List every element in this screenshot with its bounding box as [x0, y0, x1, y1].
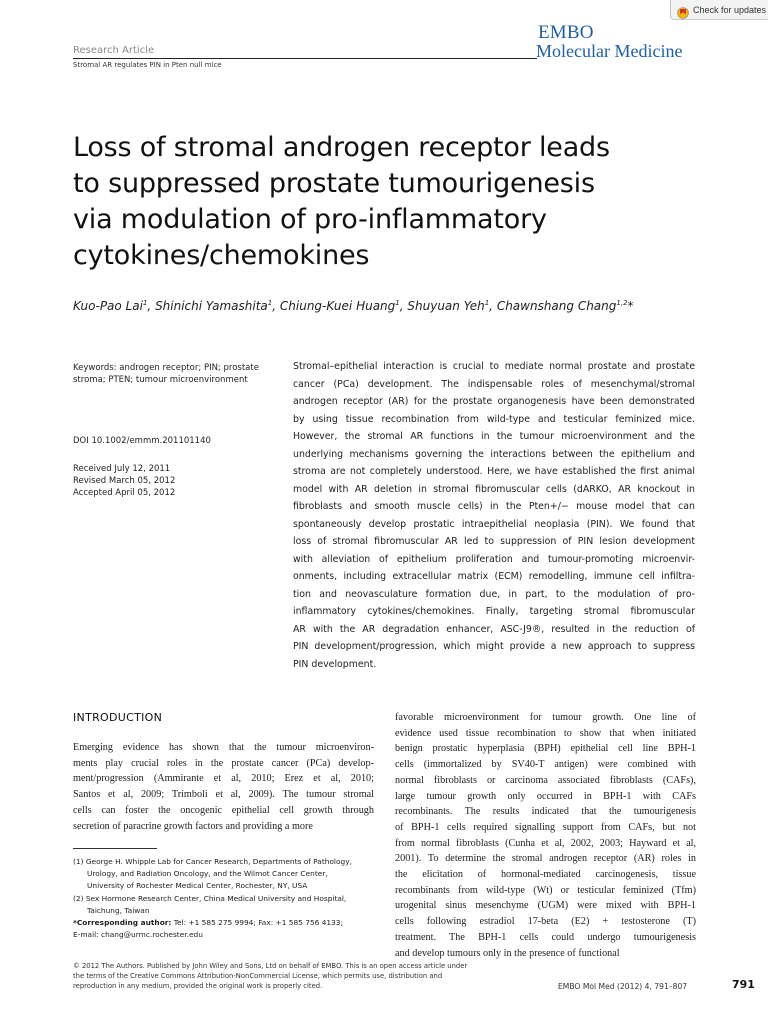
text-line: cancer (PCa) development. The indispensable roles of mesenchymal/stromal — [293, 378, 695, 390]
date-accepted: Accepted April 05, 2012 — [73, 488, 176, 498]
text-line: cells (immortalized by SV40-T antigen) were combined with — [395, 759, 696, 771]
affiliation-1: (1) George H. Whipple Lab for Cancer Research, Departments of Pathology, — [73, 857, 352, 866]
text-line: Santos et al, 2009; Trimboli et al, 2009). The tumour stromal — [73, 789, 374, 801]
check-for-updates-button[interactable] — [670, 0, 768, 20]
body-column-left — [73, 740, 374, 834]
article-dates — [73, 463, 273, 499]
text-line: of BPH-1 cells required signalling support from CAFs, but not — [395, 821, 696, 833]
license-notice — [73, 961, 533, 991]
running-title: Stromal AR regulates PIN in Pten null mice — [73, 61, 222, 69]
author-affil: 1 — [484, 299, 490, 307]
abstract — [293, 358, 695, 673]
body-column-right — [395, 710, 696, 961]
text-line: inflammatory cytokines/chemokines. Finally, targeting stromal fibromuscular — [293, 606, 695, 617]
author-name: Shinichi Yamashita — [155, 299, 268, 313]
author-affil: 1 — [142, 299, 148, 307]
affiliations-footnotes — [73, 856, 376, 941]
author-affil: 1,2 — [616, 299, 628, 307]
text-line: cells following estradiol 17-beta (E2) + testosterone (T) — [395, 916, 696, 928]
affiliation-1-cont: University of Rochester Medical Center, Rochester, NY, USA — [87, 881, 308, 891]
text-line: treatment. The BPH-1 cells could undergo tumourigenesis — [395, 931, 696, 943]
text-line: recombinants from wild-type (Wt) or testicular feminized (Tfm) — [395, 884, 696, 896]
author-name: Shuyuan Yeh — [407, 299, 485, 313]
title-line: to suppressed prostate tumourigenesis — [73, 168, 595, 199]
keywords: Keywords: androgen receptor; PIN; prostate stroma; PTEN; tumour microenvironment — [73, 363, 259, 385]
author-name: Chiung-Kuei Huang — [279, 299, 396, 313]
footnote-rule — [73, 848, 157, 849]
author-list: Kuo-Pao Lai$^1$, Shinichi Yamashita$^1$, Chiung-Kuei Huang$^1$, Shuyuan Yeh$^1$, Chawnshang Chang$^{1,2}$* — [73, 299, 634, 313]
check-for-updates-label: Check for updates — [693, 4, 767, 15]
journal-logo-line1: EMBO — [538, 22, 594, 43]
article-title — [73, 130, 673, 274]
corresponding-email[interactable]: E-mail: chang@urmc.rochester.edu — [73, 930, 203, 940]
journal-logo-line2: Molecular Medicine — [536, 41, 683, 61]
text-line: normal fibroblasts or carcinoma associated fibroblasts (CAFs), — [395, 774, 696, 786]
affiliation-2: (2) Sex Hormone Research Center, China Medical University and Hospital, — [73, 893, 347, 903]
text-line: stroma are not completely understood. Here, we have established the first animal — [293, 466, 695, 477]
text-line: ments play crucial roles in the prostate cancer (PCa) develop- — [73, 757, 374, 769]
title-line: Loss of stromal androgen receptor leads — [73, 132, 610, 163]
license-line: © 2012 The Authors. Published by John Wiley and Sons, Ltd on behalf of EMBO. This is an open access article under — [73, 962, 468, 970]
text-line: recombinants. The results indicated that the tumourigenesis — [395, 806, 696, 818]
page-number: 791 — [732, 978, 755, 991]
text-line: fibroblasts and smooth muscle cells) in the Pten+/− mouse model that can — [293, 501, 695, 512]
author-name: Chawnshang Chang — [496, 299, 617, 313]
corresponding-label: *Corresponding author: — [73, 918, 172, 928]
corresponding-contact: Tel: +1 585 275 9994; Fax: +1 585 756 4133; — [171, 918, 343, 928]
journal-citation: EMBO Mol Med (2012) 4, 791–807 — [558, 982, 688, 991]
text-line: cells can foster the oncogenic epithelial cell growth through — [73, 804, 374, 816]
text-line: However, the stromal AR functions in the tumour microenvironment and the — [293, 431, 695, 442]
license-line: reproduction in any medium, provided the original work is properly cited. — [73, 982, 323, 990]
text-line: AR with the AR degradation enhancer, ASC-J9®, resulted in the reduction of — [293, 623, 695, 635]
corresponding-marker: * — [627, 299, 634, 313]
section-heading-introduction: INTRODUCTION — [73, 711, 163, 724]
crossmark-icon — [677, 4, 689, 16]
text-line: secretion of paracrine growth factors and providing a more — [73, 820, 313, 832]
text-line: spontaneously develop prostatic intraepithelial neoplasia (PIN). We found that — [293, 518, 695, 530]
doi[interactable]: DOI 10.1002/emmm.201101140 — [73, 436, 211, 446]
text-line: benign prostatic hyperplasia (BPH) epithelial cell line BPH-1 — [395, 743, 696, 755]
affiliation-1-cont: Urology, and Radiation Oncology, and the Wilmot Cancer Center, — [87, 869, 328, 879]
date-received: Received July 12, 2011 — [73, 464, 171, 474]
text-line: urogenital sinus mesenchyme (UGM) were mixed with BPH-1 — [395, 900, 696, 912]
text-line: large tumour growth only occurred in BPH-1 with CAFs — [395, 790, 696, 802]
title-line: cytokines/chemokines — [73, 240, 370, 271]
text-line: from normal fibroblasts (Cunha et al, 2002, 2003; Hayward et al, — [395, 837, 696, 849]
author-affil: 1 — [395, 299, 400, 307]
text-line: and develop tumours only in the presence of functional — [395, 947, 620, 959]
text-line: tion and neovasculature formation due, in part, to the modulation of pro- — [293, 588, 695, 600]
article-type: Research Article — [73, 45, 155, 56]
text-line: androgen receptor (AR) for the prostate organogenesis have been demonstrated — [293, 396, 695, 407]
title-line: via modulation of pro-inflammatory — [73, 204, 547, 235]
corresponding-author — [73, 917, 376, 929]
text-line: PIN development/progression, which might provide a new approach to suppress — [293, 641, 695, 652]
license-line: the terms of the Creative Commons Attribution-NonCommercial License, which permits use, distribution and — [73, 972, 443, 980]
text-line: underlying mechanisms governing the interactions between the epithelium and — [293, 448, 695, 460]
text-line: PIN development. — [293, 658, 377, 670]
text-line: model with AR deletion in stromal fibromuscular cells (dARKO, AR knockout in — [293, 483, 695, 495]
text-line: favorable microenvironment for tumour growth. One line of — [395, 712, 696, 723]
text-line: 2001). To determine the stromal androgen receptor (AR) roles in — [395, 853, 696, 865]
text-line: by using tissue recombination from wild-type and testicular feminized mice. — [293, 413, 695, 425]
date-revised: Revised March 05, 2012 — [73, 476, 176, 486]
text-line: Emerging evidence has shown that the tumour microenviron- — [73, 742, 374, 753]
author-name: Kuo-Pao Lai — [73, 299, 143, 313]
text-line: evidence used tissue recombination to show that when initiated — [395, 727, 696, 739]
text-line: Stromal–epithelial interaction is crucial to mediate normal prostate and prostate — [293, 361, 695, 372]
text-line: loss of stromal fibromuscular AR led to suppression of PIN lesion development — [293, 536, 695, 547]
author-affil: 1 — [267, 299, 273, 307]
header-rule — [73, 58, 537, 59]
text-line: with alleviation of epithelium proliferation and tumour-promoting microenvir- — [293, 553, 695, 565]
text-line: the elicitation of hormonal-mediated carcinogenesis, tissue — [395, 869, 696, 881]
affiliation-2-cont: Taichung, Taiwan — [87, 905, 150, 915]
text-line: onments, including extracellular matrix (ECM) remodelling, immune cell infiltra- — [293, 571, 695, 582]
text-line: ment/progression (Ammirante et al, 2010; Erez et al, 2010; — [73, 773, 374, 785]
